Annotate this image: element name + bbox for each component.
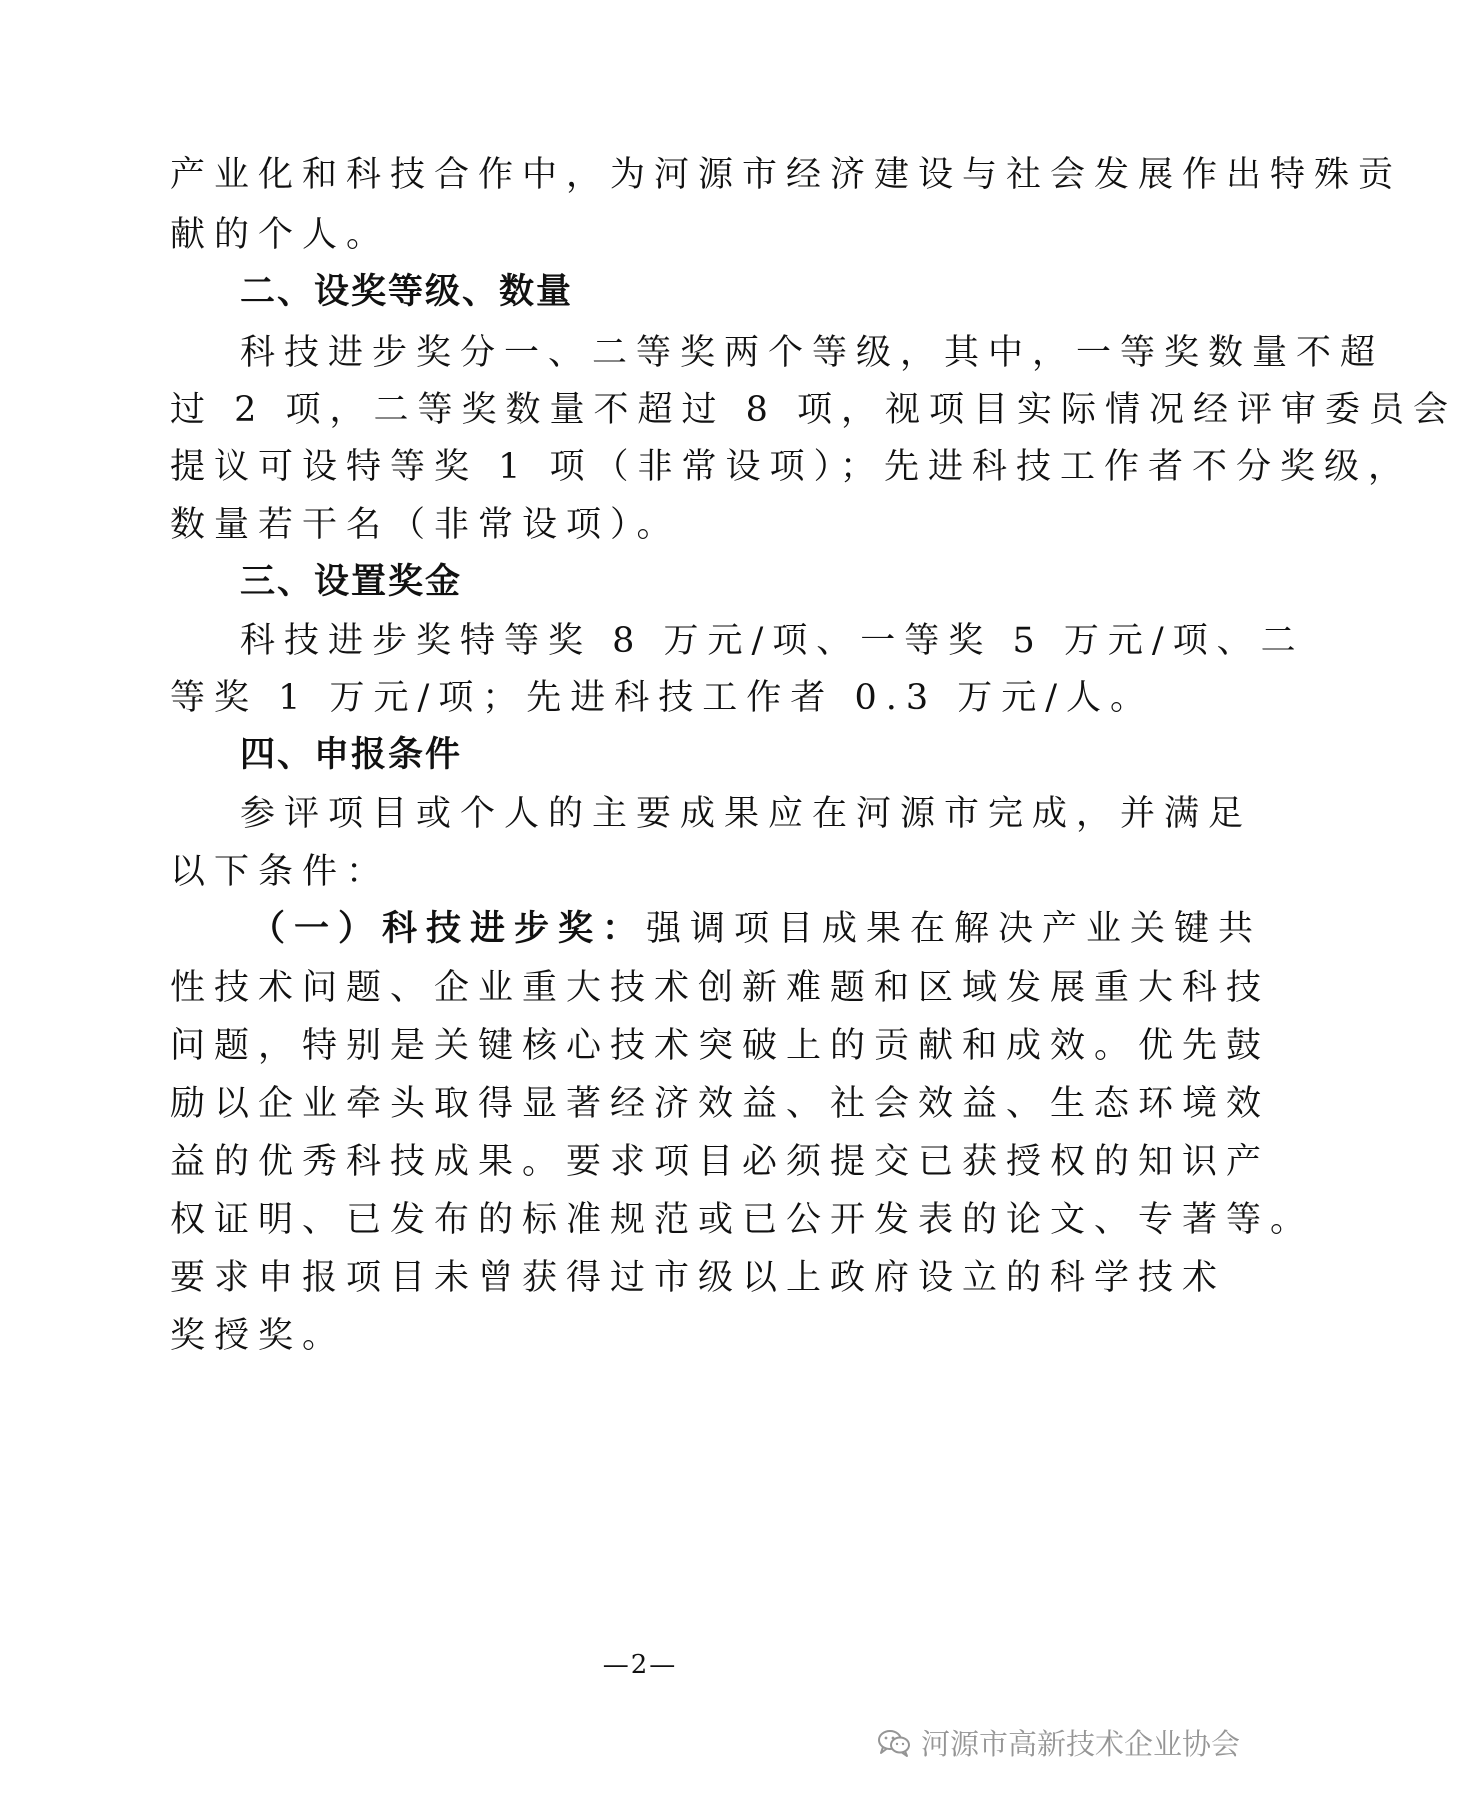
body-line: 产业化和科技合作中，为河源市经济建设与社会发展作出特殊贡 (170, 155, 1403, 195)
section-heading: 四、申报条件 (240, 735, 463, 775)
body-line: 参评项目或个人的主要成果应在河源市完成，并满足 (240, 794, 1253, 834)
body-line: 献的个人。 (170, 215, 391, 255)
body-line: 数量若干名（非常设项）。 (170, 505, 681, 545)
watermark-text: 河源市高新技术企业协会 (920, 1727, 1240, 1761)
body-line: 性技术问题、企业重大技术创新难题和区域发展重大科技 (170, 968, 1271, 1008)
body-line: 以下条件： (170, 852, 391, 892)
section-heading: 二、设奖等级、数量 (240, 272, 574, 312)
body-line: 问题，特别是关键核心技术突破上的贡献和成效。优先鼓 (170, 1026, 1271, 1066)
subitem-first-line (250, 899, 1263, 959)
page-number: —2— (602, 1650, 678, 1680)
body-line: 励以企业牵头取得显著经济效益、社会效益、生态环境效 (170, 1084, 1271, 1124)
body-line: 权证明、已发布的标准规范或已公开发表的论文、专著等。 (170, 1200, 1315, 1240)
body-line: 奖授奖。 (170, 1316, 347, 1356)
body-line: 过 2 项，二等奖数量不超过 8 项，视项目实际情况经评审委员会 (170, 390, 1457, 430)
body-line: 要求申报项目未曾获得过市级以上政府设立的科学技术 (170, 1258, 1227, 1298)
body-line: 科技进步奖特等奖 8 万元/项、一等奖 5 万元/项、二 (240, 621, 1305, 661)
watermark (877, 1722, 1240, 1763)
section-heading: 三、设置奖金 (240, 562, 463, 602)
body-line: 提议可设特等奖 1 项（非常设项）；先进科技工作者不分奖级， (170, 447, 1413, 487)
subitem-text: 强调项目成果在解决产业关键共 (646, 909, 1263, 949)
body-line: 等奖 1 万元/项；先进科技工作者 0.3 万元/人。 (170, 678, 1155, 718)
body-line: 益的优秀科技成果。要求项目必须提交已获授权的知识产 (170, 1142, 1271, 1182)
subitem-lead: （一）科技进步奖： (250, 909, 647, 949)
body-line: 科技进步奖分一、二等奖两个等级，其中，一等奖数量不超 (240, 333, 1385, 373)
wechat-icon (877, 1728, 911, 1758)
